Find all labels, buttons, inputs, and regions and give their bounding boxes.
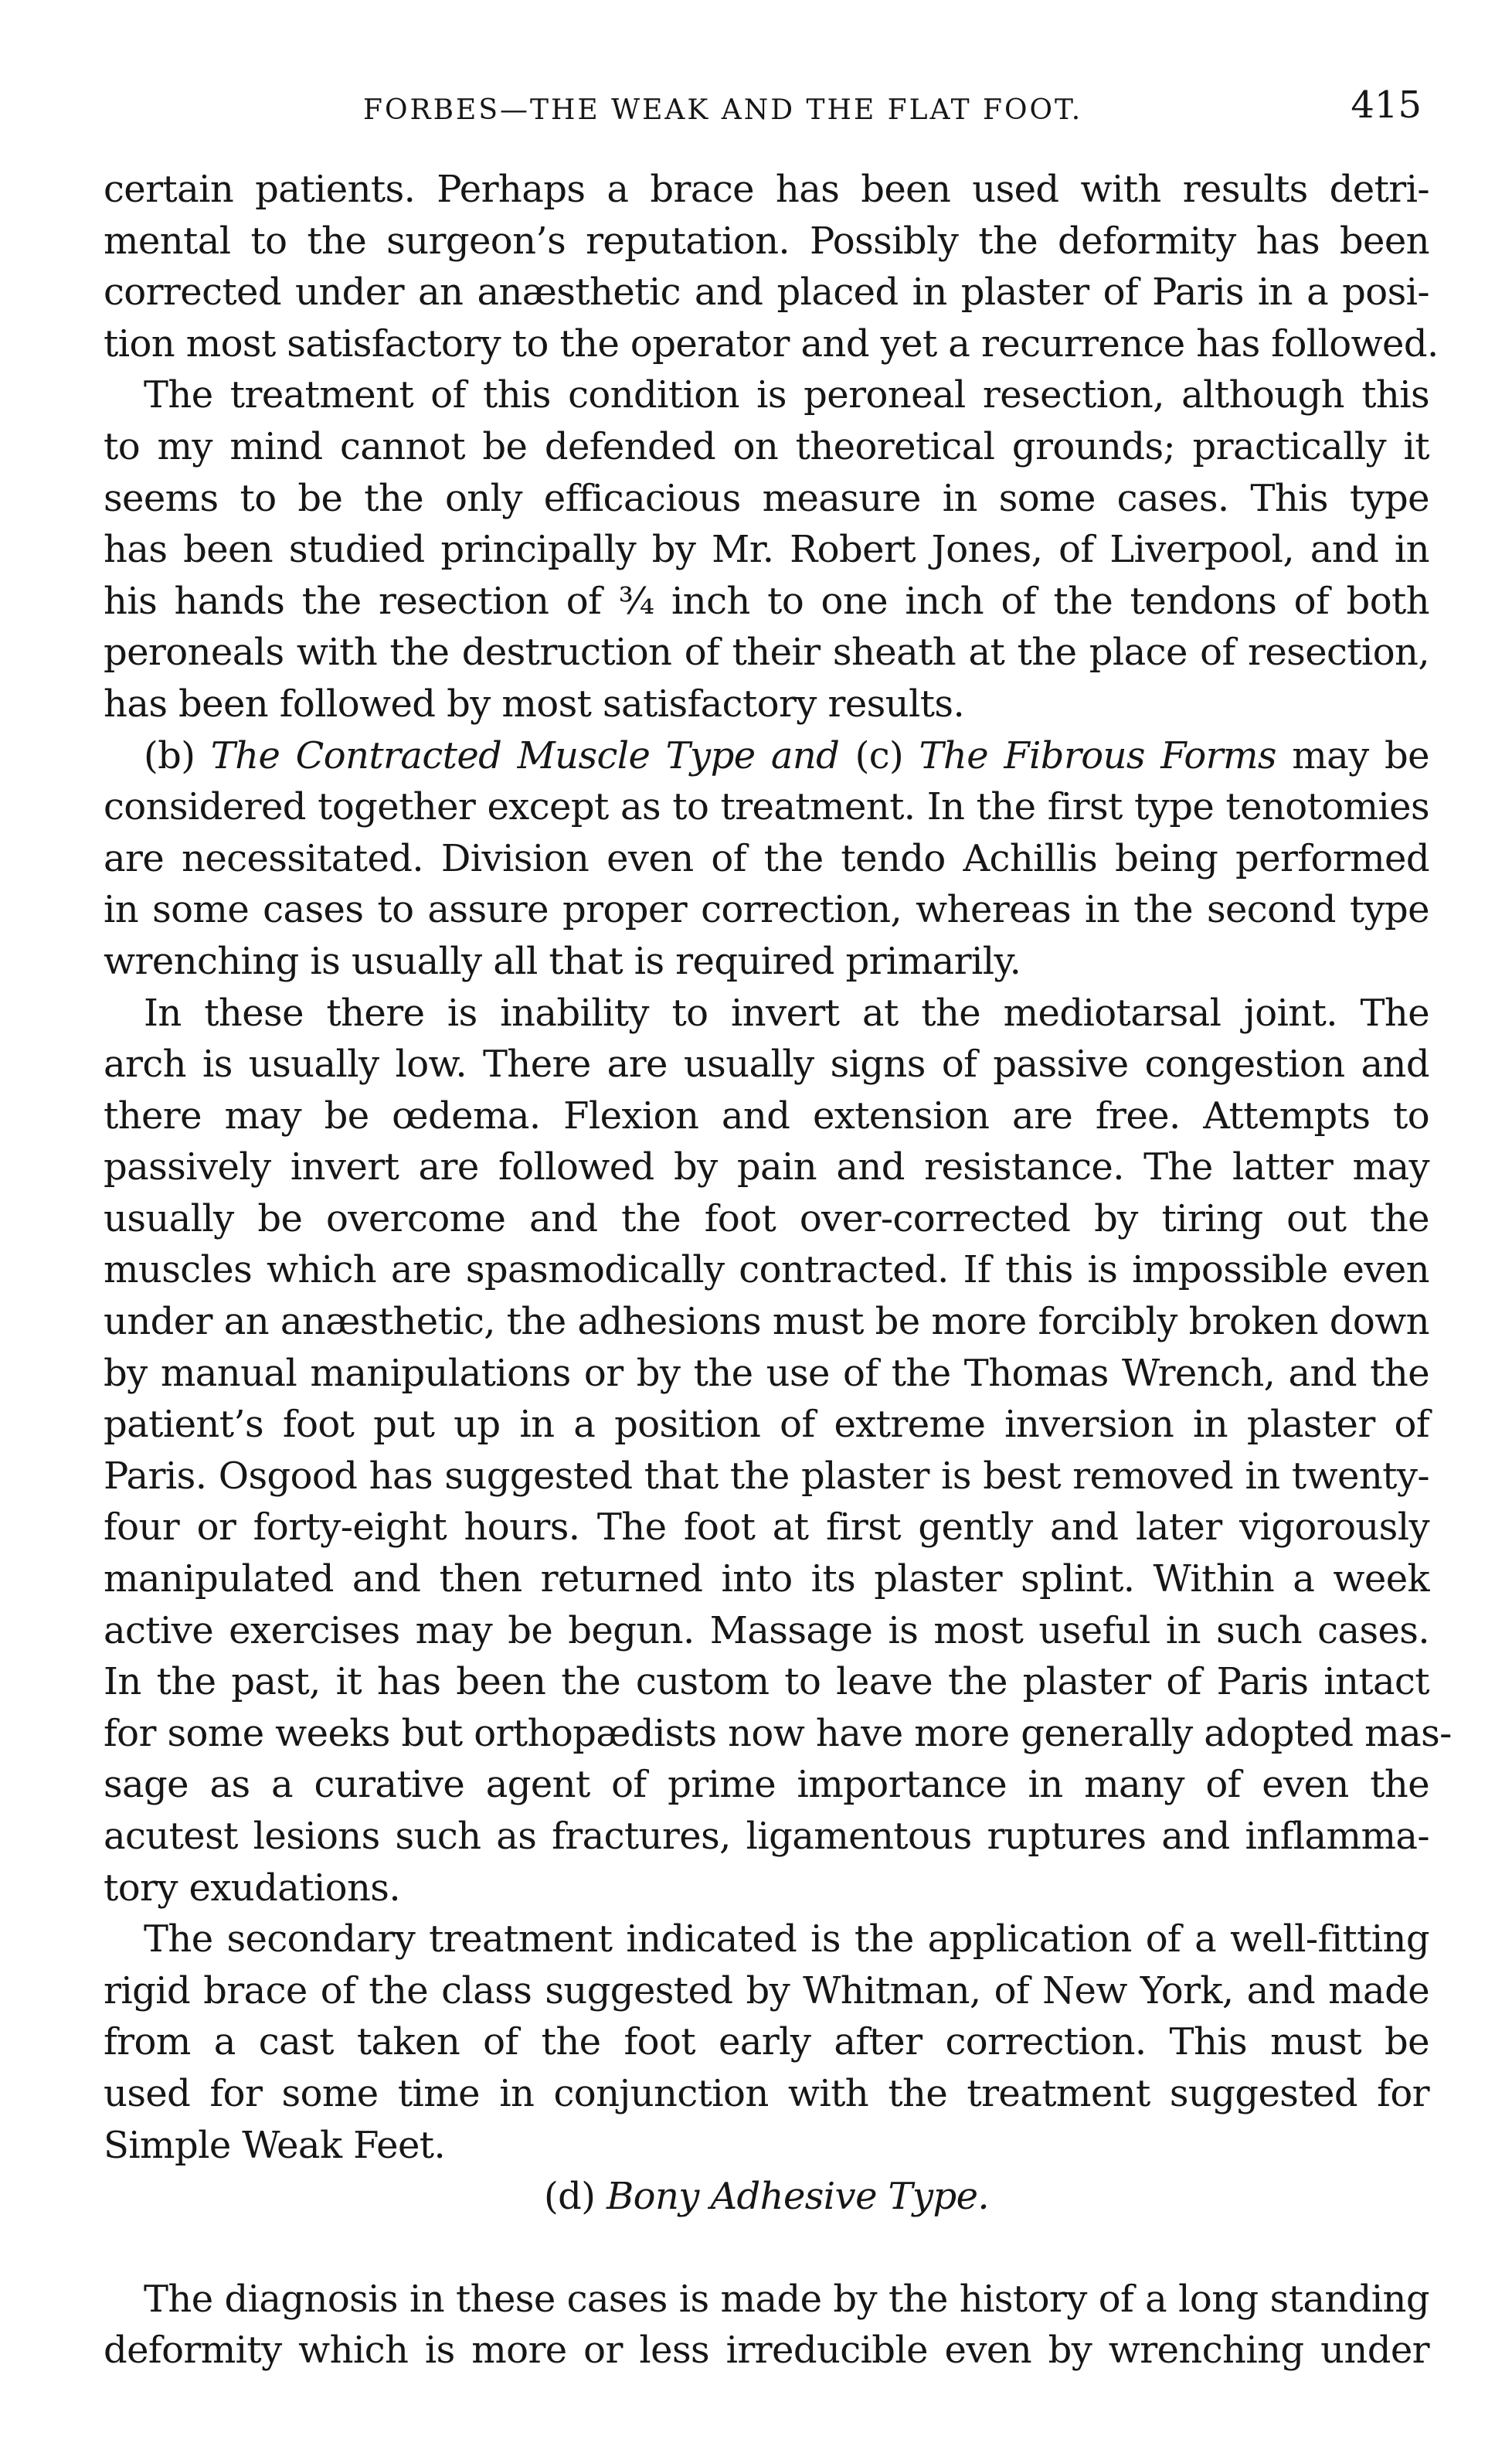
text-line: mental to the surgeon’s reputation. Possibly the deformity has been bbox=[104, 219, 1429, 263]
text-fragment: may be bbox=[1292, 733, 1429, 777]
text-line: muscles which are spasmodically contracted. If this is impossible even bbox=[104, 1248, 1429, 1292]
text-line: active exercises may be begun. Massage is most useful in such cases. bbox=[104, 1608, 1429, 1652]
text-line: passively invert are followed by pain and resistance. The latter may bbox=[104, 1145, 1429, 1189]
text-line: The secondary treatment indicated is the application of a well-fitting bbox=[144, 1917, 1429, 1961]
text-line: his hands the resection of ¾ inch to one inch of the tendons of both bbox=[104, 579, 1429, 623]
text-line: In the past, it has been the custom to leave the plaster of Paris intact bbox=[104, 1660, 1429, 1704]
text-line: arch is usually low. There are usually signs of passive congestion and bbox=[104, 1043, 1429, 1087]
text-line: tory exudations. bbox=[104, 1866, 400, 1910]
text-line: Simple Weak Feet. bbox=[104, 2123, 446, 2167]
text-line: are necessitated. Division even of the tendo Achillis being performed bbox=[104, 836, 1429, 880]
text-line: In these there is inability to invert at the mediotarsal joint. The bbox=[144, 991, 1429, 1035]
text-line: sage as a curative agent of prime importance in many of even the bbox=[104, 1763, 1429, 1807]
text-line: peroneals with the destruction of their sheath at the place of resection, bbox=[104, 631, 1429, 675]
text-line: there may be œdema. Flexion and extension are free. Attempts to bbox=[104, 1094, 1429, 1138]
text-line: Paris. Osgood has suggested that the plaster is best removed in twenty- bbox=[104, 1454, 1429, 1498]
text-line: for some weeks but orthopædists now have more generally adopted mas- bbox=[104, 1711, 1452, 1755]
section-label: (d) bbox=[543, 2175, 596, 2219]
text-line: seems to be the only efficacious measure in some cases. This type bbox=[104, 476, 1429, 520]
spacer bbox=[104, 2223, 1429, 2274]
text-line: considered together except as to treatment. In the first type tenotomies bbox=[104, 785, 1429, 829]
paragraph-6 bbox=[104, 2274, 1429, 2376]
text-line: acutest lesions such as fractures, ligamentous ruptures and inflamma- bbox=[104, 1815, 1429, 1858]
text-line: tion most satisfactory to the operator and yet a recurrence has followed. bbox=[104, 322, 1439, 366]
paragraph-4 bbox=[104, 988, 1452, 1914]
text-line: by manual manipulations or by the use of the Thomas Wrench, and the bbox=[104, 1351, 1429, 1395]
paragraph-5 bbox=[104, 1914, 1429, 2171]
text-line: manipulated and then returned into its plaster splint. Within a week bbox=[104, 1557, 1429, 1601]
text-line: certain patients. Perhaps a brace has been used with results detri- bbox=[104, 168, 1429, 211]
subtype-title-c: The Fibrous Forms bbox=[919, 733, 1276, 777]
section-title: Bony Adhesive Type. bbox=[606, 2175, 990, 2219]
paragraph-1 bbox=[104, 164, 1439, 369]
text-line: usually be overcome and the foot over-corrected by tiring out the bbox=[104, 1196, 1429, 1240]
text-line: The diagnosis in these cases is made by the history of a long standing bbox=[144, 2277, 1429, 2321]
paragraph-3 bbox=[104, 730, 1429, 988]
text-line: rigid brace of the class suggested by Whitman, of New York, and made bbox=[104, 1968, 1429, 2012]
text-line: under an anæsthetic, the adhesions must be more forcibly broken down bbox=[104, 1300, 1429, 1344]
page-number: 415 bbox=[1351, 83, 1422, 127]
text-line: in some cases to assure proper correction, whereas in the second type bbox=[104, 888, 1429, 932]
subtype-label-c: (c) bbox=[855, 733, 904, 777]
text-line: wrenching is usually all that is required primarily. bbox=[104, 939, 1021, 983]
section-heading bbox=[104, 2171, 1429, 2223]
text-line: patient’s foot put up in a position of extreme inversion in plaster of bbox=[104, 1403, 1429, 1447]
page-header bbox=[100, 83, 1437, 138]
subtype-label-b: (b) bbox=[144, 733, 195, 777]
text-line: from a cast taken of the foot early after correction. This must be bbox=[104, 2020, 1429, 2064]
subtype-title-b: The Contracted Muscle Type and bbox=[210, 733, 840, 777]
running-head: FORBES—THE WEAK AND THE FLAT FOOT. bbox=[363, 94, 1083, 126]
text-line: to my mind cannot be defended on theoretical grounds; practically it bbox=[104, 424, 1429, 468]
text-line: corrected under an anæsthetic and placed in plaster of Paris in a posi- bbox=[104, 270, 1429, 315]
text-line: used for some time in conjunction with the treatment suggested for bbox=[104, 2071, 1429, 2115]
text-line: deformity which is more or less irreducible even by wrenching under bbox=[104, 2329, 1429, 2373]
paragraph-2 bbox=[104, 369, 1429, 730]
text-line-mixed bbox=[104, 730, 1429, 782]
body-text bbox=[104, 164, 1452, 2376]
text-line: has been studied principally by Mr. Robert Jones, of Liverpool, and in bbox=[104, 528, 1429, 572]
text-line: The treatment of this condition is peroneal resection, although this bbox=[144, 373, 1429, 417]
text-line: four or forty-eight hours. The foot at first gently and later vigorously bbox=[104, 1505, 1429, 1550]
text-line: has been followed by most satisfactory results. bbox=[104, 682, 965, 726]
